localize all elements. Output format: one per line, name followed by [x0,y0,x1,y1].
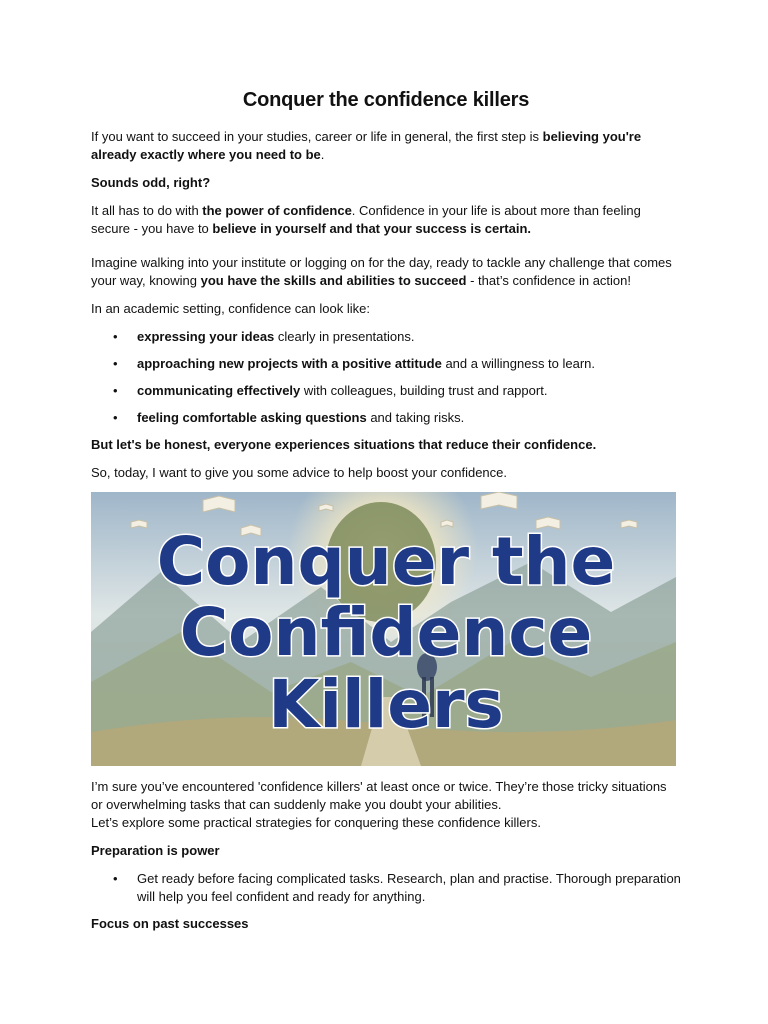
power-text-1: It all has to do with [91,203,203,218]
hero-image [91,492,676,766]
document-body [91,86,681,943]
list-item [91,409,681,427]
intro-text: If you want to succeed in your studies, career or life in general, the first step is [91,129,543,144]
focus-heading [91,915,681,933]
intro-bold: believing you're already exactly where you need to be [91,129,642,162]
prep-list [91,870,681,906]
list-item: • Get ready before facing complicated tasks. Research, plan and practise. Thorough preparation will help you feel confident and ready for anything. [91,870,681,906]
imagine-text-1: Imagine walking into your institute or logging on for the day, ready to tackle any challenge that comes your way, knowing [91,255,672,288]
list-item-bold: expressing your ideas [137,329,275,344]
power-bold-1: the power of confidence [202,203,352,218]
power-text-2: . Confidence in your life is about more than feeling secure - you have to [91,203,641,236]
focus-heading-text: Focus on past successes [91,916,249,931]
sounds-odd-paragraph [91,174,681,192]
hero-line-2: Confidence [179,594,593,671]
list-item-bold: feeling comfortable asking questions [137,410,367,425]
list-item-bold: communicating effectively [137,383,301,398]
intro-suffix: . [320,147,325,162]
hero-line-3: Killers [268,666,504,743]
encountered-paragraph-1: I’m sure you’ve encountered 'confidence killers' at least once or twice. They’re those tricky situations or overwhelming tasks that can suddenly make you doubt your abilities. [91,779,667,812]
imagine-bold: you have the skills and abilities to succeed [200,273,467,288]
honest-paragraph [91,436,681,454]
academic-intro: In an academic setting, confidence can look like: [91,301,370,316]
intro-paragraph [91,128,681,164]
confidence-list [91,328,681,427]
hero-line-1: Conquer the [156,523,616,600]
page-title: Conquer the confidence killers [242,89,530,111]
honest-text: But let's be honest, everyone experiences situations that reduce their confidence. [91,437,597,452]
list-item-bold: approaching new projects with a positive attitude [137,356,442,371]
power-paragraph [91,202,681,238]
prep-heading [91,842,681,860]
list-item-text: clearly in presentations. [274,329,415,344]
list-item [91,355,681,373]
list-item-text: and taking risks. [366,410,465,425]
sounds-odd-text: Sounds odd, right? [91,175,211,190]
imagine-text-2: - that’s confidence in action! [466,273,631,288]
prep-heading-text: Preparation is power [91,843,220,858]
advice-paragraph: So, today, I want to give you some advice to help boost your confidence. [91,465,508,480]
imagine-paragraph [91,254,681,290]
list-item [91,382,681,400]
list-item-text: with colleagues, building trust and rapport. [300,383,548,398]
encountered-paragraph-2: Let’s explore some practical strategies for conquering these confidence killers. [91,815,541,830]
list-item [91,328,681,346]
power-bold-2: believe in yourself and that your success is certain. [212,221,532,236]
list-item-text: and a willingness to learn. [441,356,596,371]
